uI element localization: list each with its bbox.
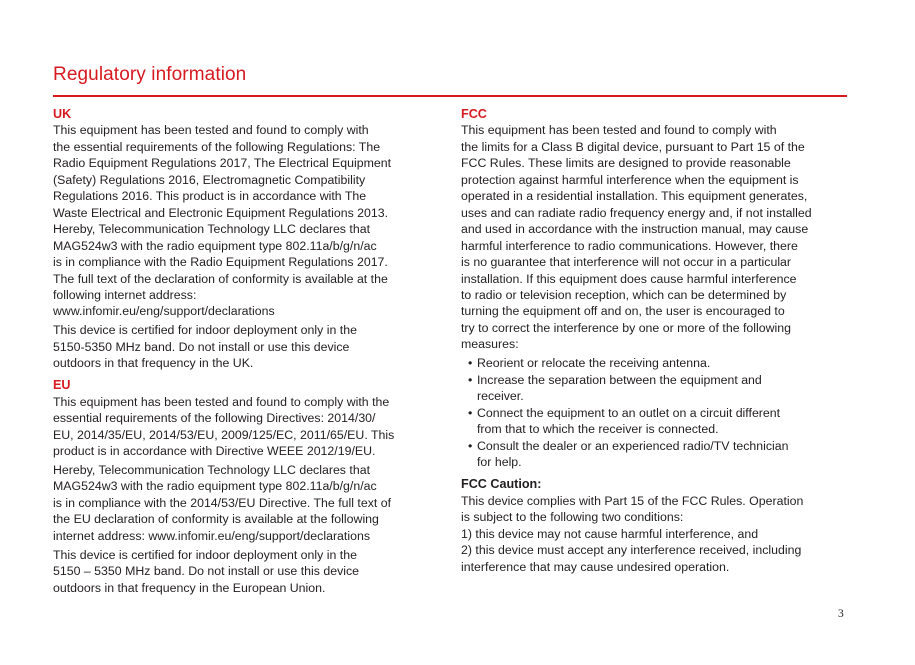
text-line: uses and can radiate radio frequency energy and, if not installed	[461, 205, 812, 220]
text-line: is no guarantee that interference will not occur in a particular	[461, 255, 792, 270]
page-number: 3	[838, 608, 844, 620]
text-line: 5150 – 5350 MHz band. Do not install or use this device	[53, 564, 360, 579]
right-column	[461, 106, 853, 578]
left-column	[53, 106, 445, 599]
text-line: • Connect the equipment to an outlet on a circuit different	[477, 405, 781, 420]
text-line: This device complies with Part 15 of the FCC Rules. Operation	[461, 493, 804, 508]
text-line: This equipment has been tested and found to comply with	[53, 123, 369, 138]
text-line: installation. If this equipment does cause harmful interference	[461, 271, 797, 286]
text-line: protection against harmful interference when the equipment is	[461, 172, 799, 187]
text-line: harmful interference to radio communications. However, there	[461, 238, 798, 253]
text-line: for help.	[477, 455, 522, 470]
text-line: This device is certified for indoor deployment only in the	[53, 323, 357, 338]
text-line: is in compliance with the Radio Equipment Regulations 2017.	[53, 255, 388, 270]
text-line: measures:	[461, 337, 519, 352]
eu-paragraph-2	[53, 462, 445, 544]
text-line: is in compliance with the 2014/53/EU Directive. The full text of	[53, 495, 392, 510]
list-item	[461, 405, 853, 438]
text-line: • Consult the dealer or an experienced radio/TV technician	[477, 438, 789, 453]
text-line: This equipment has been tested and found to comply with	[461, 123, 777, 138]
text-line: FCC Rules. These limits are designed to provide reasonable	[461, 156, 791, 171]
text-line: This device is certified for indoor deployment only in the	[53, 547, 357, 562]
fcc-paragraph	[461, 122, 853, 352]
text-line: outdoors in that frequency in the UK.	[53, 356, 254, 371]
text-line: product is in accordance with Directive WEEE 2012/19/EU.	[53, 444, 376, 459]
text-line: The full text of the declaration of conformity is available at the	[53, 271, 388, 286]
text-line: Hereby, Telecommunication Technology LLC declares that	[53, 222, 370, 237]
text-line: to radio or television reception, which can be determined by	[461, 287, 787, 302]
text-line: EU, 2014/35/EU, 2014/53/EU, 2009/125/EC, 2011/65/EU. This	[53, 427, 395, 442]
uk-paragraph-1	[53, 122, 445, 319]
fcc-caution-paragraph	[461, 493, 853, 575]
text-line: www.infomir.eu/eng/support/declarations	[53, 304, 275, 319]
uk-paragraph-2	[53, 322, 445, 371]
eu-paragraph-3	[53, 547, 445, 596]
text-line: • Reorient or relocate the receiving antenna.	[477, 356, 711, 371]
text-line: interference that may cause undesired operation.	[461, 559, 730, 574]
text-line: the limits for a Class B digital device, pursuant to Part 15 of the	[461, 139, 805, 154]
text-line: Radio Equipment Regulations 2017, The Electrical Equipment	[53, 156, 392, 171]
text-line: 1) this device may not cause harmful interference, and	[461, 526, 759, 541]
text-line: internet address: www.infomir.eu/eng/support/declarations	[53, 528, 370, 543]
list-item	[461, 355, 853, 371]
text-line: (Safety) Regulations 2016, Electromagnetic Compatibility	[53, 172, 366, 187]
text-line: • Increase the separation between the equipment and	[477, 372, 762, 387]
text-line: This equipment has been tested and found to comply with the	[53, 394, 390, 409]
text-line: receiver.	[477, 389, 524, 404]
text-line: and used in accordance with the instruction manual, may cause	[461, 222, 809, 237]
text-line: the EU declaration of conformity is available at the following	[53, 512, 379, 527]
list-item	[461, 372, 853, 405]
fcc-caution-heading: FCC Caution:	[461, 477, 542, 492]
text-line: turning the equipment off and on, the user is encouraged to	[461, 304, 785, 319]
text-line: Hereby, Telecommunication Technology LLC declares that	[53, 463, 370, 478]
text-line: MAG524w3 with the radio equipment type 802.11a/b/g/n/ac	[53, 479, 377, 494]
text-line: is subject to the following two conditions:	[461, 510, 684, 525]
title-rule	[53, 95, 847, 97]
uk-heading: UK	[53, 107, 72, 121]
text-line: the essential requirements of the following Regulations: The	[53, 139, 381, 154]
fcc-heading: FCC	[461, 107, 487, 121]
fcc-measures-list	[461, 355, 853, 470]
text-line: operated in a residential installation. This equipment generates,	[461, 189, 808, 204]
eu-paragraph-1	[53, 394, 445, 460]
text-line: 5150-5350 MHz band. Do not install or use this device	[53, 339, 350, 354]
text-line: try to correct the interference by one or more of the following	[461, 320, 792, 335]
page-title: Regulatory information	[53, 64, 247, 85]
text-line: from that to which the receiver is connected.	[477, 422, 719, 437]
text-line: Regulations 2016. This product is in accordance with The	[53, 189, 367, 204]
text-line: MAG524w3 with the radio equipment type 802.11a/b/g/n/ac	[53, 238, 377, 253]
text-line: essential requirements of the following Directives: 2014/30/	[53, 411, 376, 426]
eu-heading: EU	[53, 378, 71, 393]
text-line: outdoors in that frequency in the European Union.	[53, 580, 326, 595]
list-item	[461, 438, 853, 471]
text-line: Waste Electrical and Electronic Equipment Regulations 2013.	[53, 205, 389, 220]
text-line: 2) this device must accept any interference received, including	[461, 543, 802, 558]
text-line: following internet address:	[53, 287, 197, 302]
